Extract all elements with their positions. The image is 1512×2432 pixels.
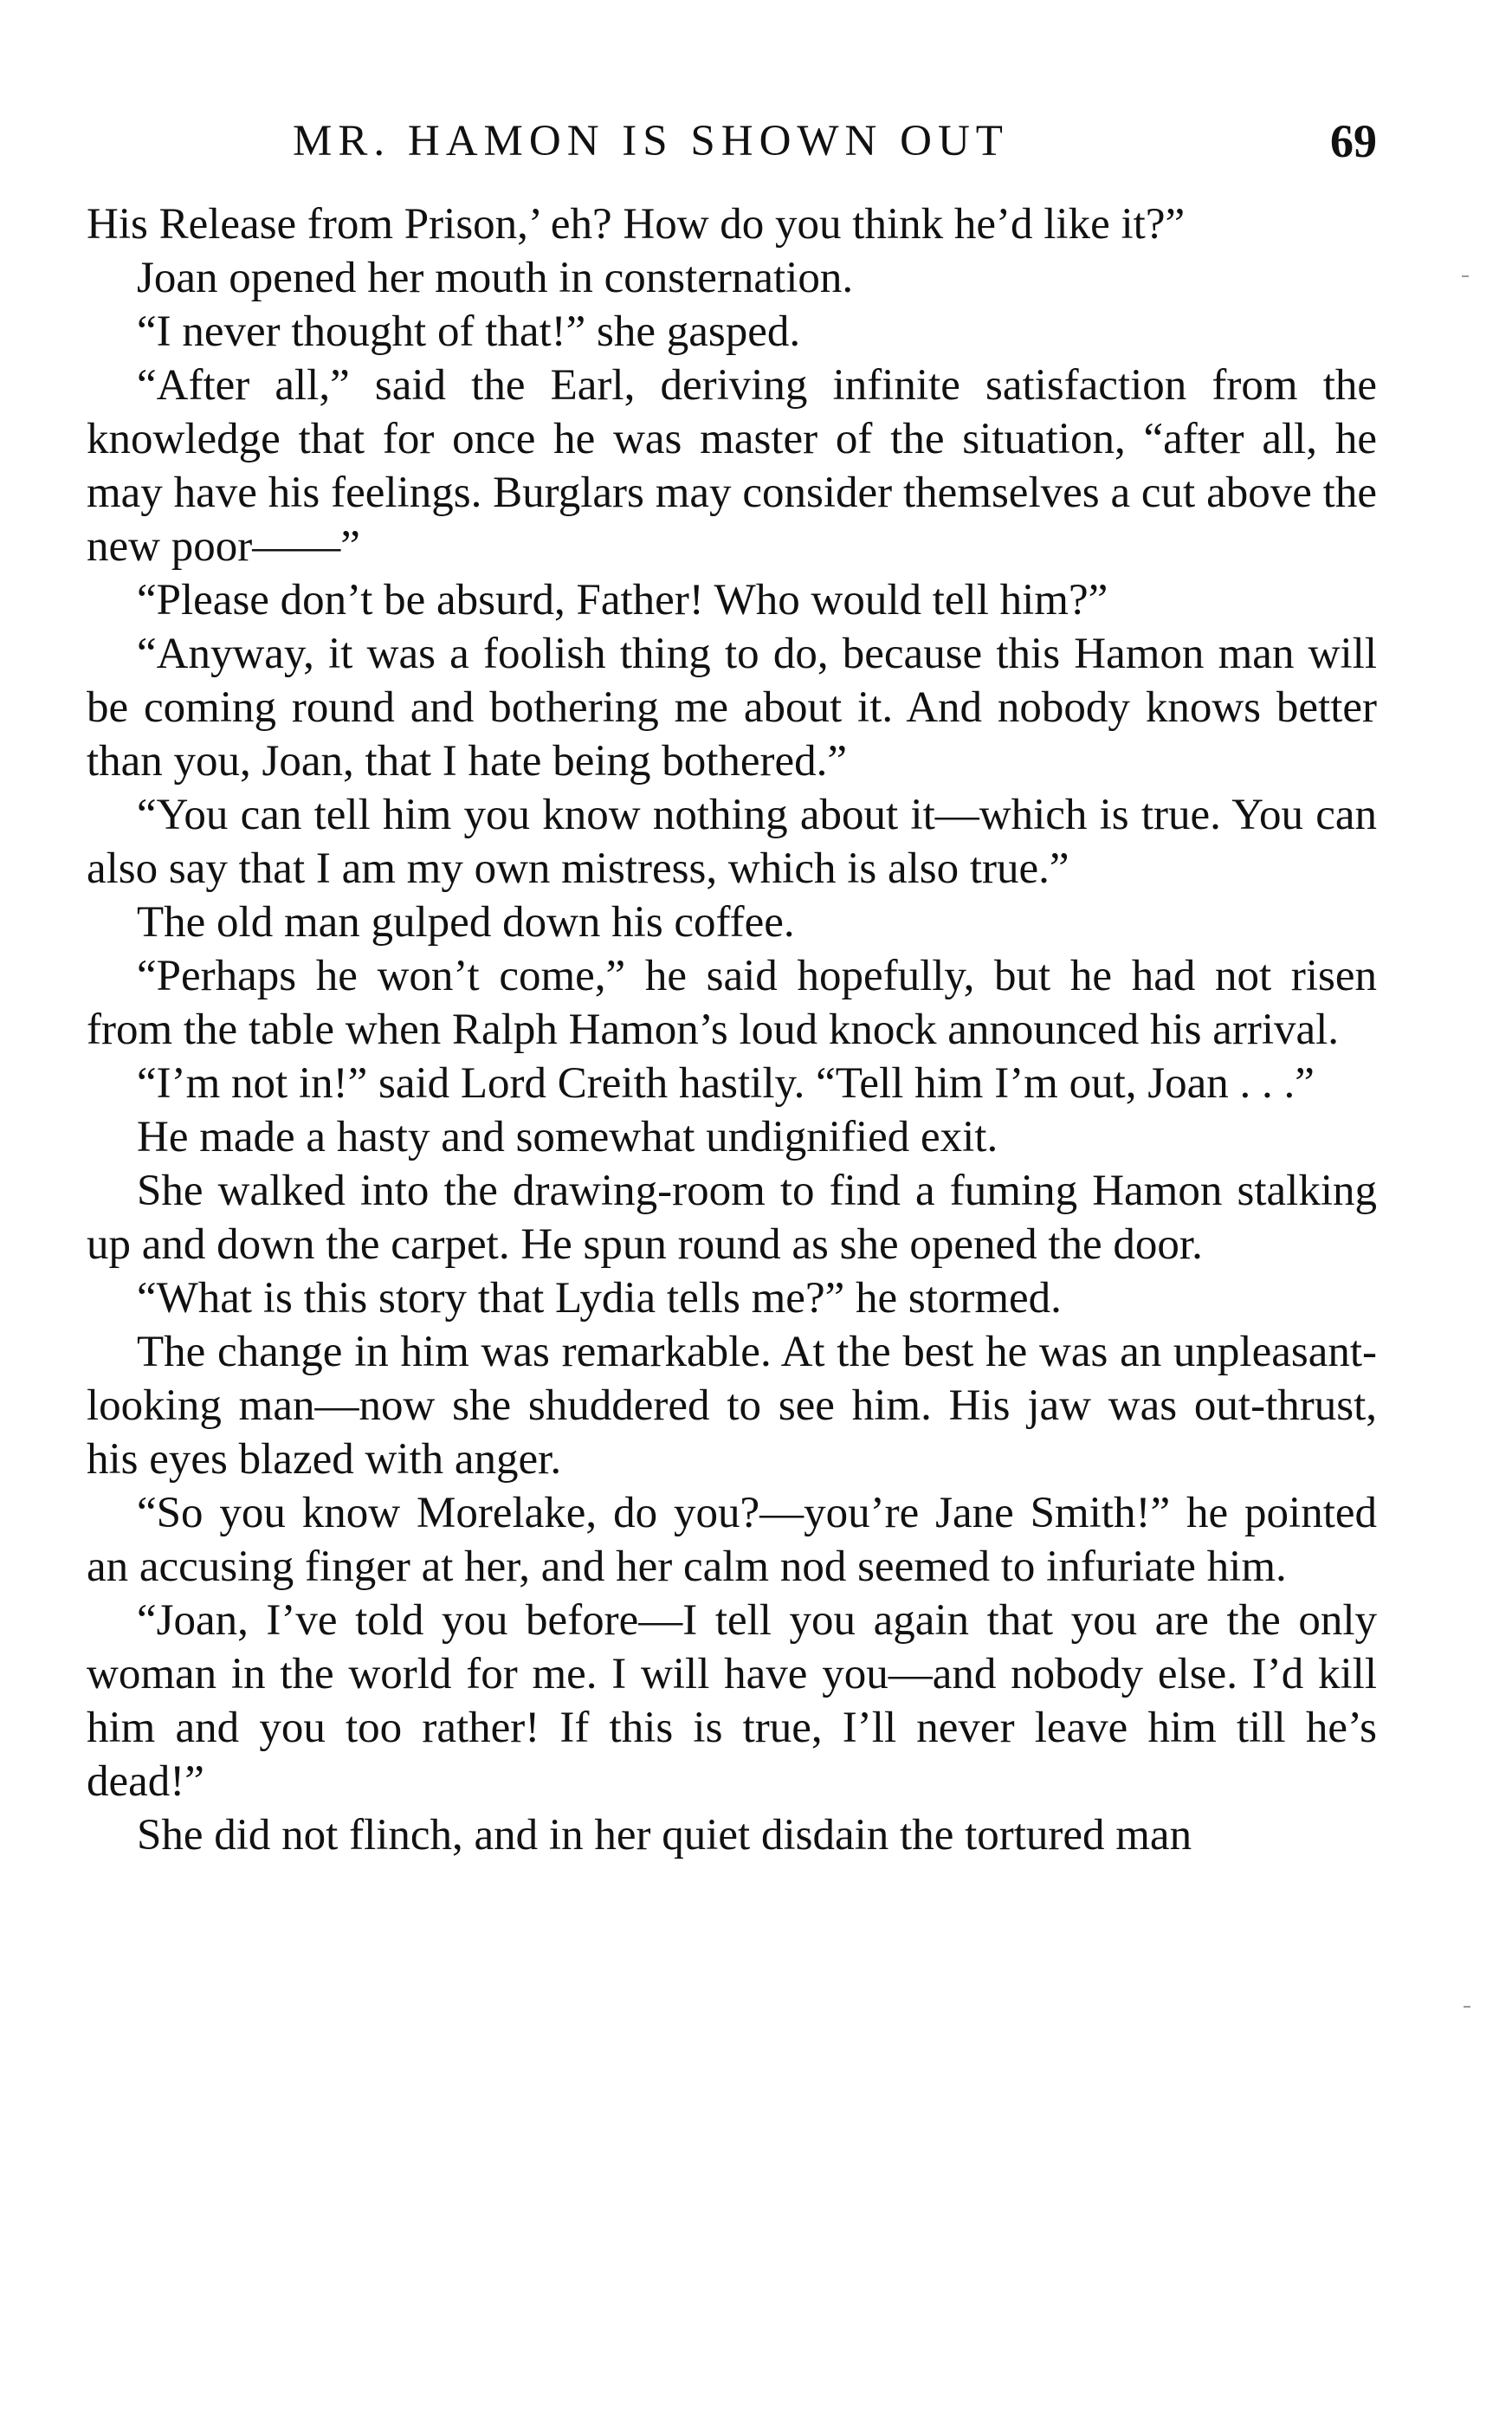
paragraph: She did not flinch, and in her quiet disdain the tortured man	[137, 1811, 1192, 1860]
paragraph: “I’m not in!” said Lord Creith hastily. “Tell him I’m out, Joan . . .”	[137, 1059, 1315, 1108]
paragraph: “Perhaps he won’t come,” he said hopefully, but he had not risen from the table when Ralph Hamon’s loud knock announced his arrival.	[87, 952, 1377, 1054]
paragraph: “Joan, I’ve told you before—I tell you again that you are the only woman in the world for me. I will have you—and nobody else. I’d kill him and you too rather! If this is true, I’ll never leave him till he’s dead!”	[87, 1596, 1377, 1806]
paragraph: “What is this story that Lydia tells me?” he stormed.	[137, 1274, 1062, 1323]
paragraph: Joan opened her mouth in consternation.	[137, 254, 854, 302]
running-title: MR. HAMON IS SHOWN OUT	[293, 117, 1009, 165]
paragraph: “You can tell him you know nothing about it—which is true. You can also say that I am my own mistress, which is also true.”	[87, 791, 1377, 893]
paragraph: She walked into the drawing-room to find a fuming Hamon stalking up and down the carpet. He spun round as she opened the door.	[87, 1167, 1377, 1269]
page-number: 69	[1330, 115, 1377, 167]
paragraph: His Release from Prison,’ eh? How do you think he’d like it?”	[87, 200, 1186, 249]
body-text	[87, 197, 1377, 1862]
paragraph: The change in him was remarkable. At the best he was an unpleasant-looking man—now she shuddered to see him. His jaw was out-thrust, his eyes blazed with anger.	[87, 1328, 1377, 1484]
paragraph: “I never thought of that!” she gasped.	[137, 307, 801, 356]
paragraph: “After all,” said the Earl, deriving infinite satisfaction from the knowledge that for once he was master of the situation, “after all, he may have his feelings. Burglars may consider themselves a cut above the new poor——”	[87, 361, 1377, 571]
paragraph: “Please don’t be absurd, Father! Who would tell him?”	[137, 576, 1108, 624]
paragraph: The old man gulped down his coffee.	[137, 898, 795, 947]
paragraph: “Anyway, it was a foolish thing to do, because this Hamon man will be coming round and bothering me about it. And nobody knows better than you, Joan, that I hate being bothered.”	[87, 630, 1377, 786]
scan-mark	[1462, 275, 1469, 277]
scan-mark	[1464, 2006, 1470, 2008]
running-head	[87, 111, 1377, 171]
paragraph: “So you know Morelake, do you?—you’re Jane Smith!” he pointed an accusing finger at her, and her calm nod seemed to infuriate him.	[87, 1489, 1377, 1591]
paragraph: He made a hasty and somewhat undignified exit.	[137, 1113, 998, 1161]
